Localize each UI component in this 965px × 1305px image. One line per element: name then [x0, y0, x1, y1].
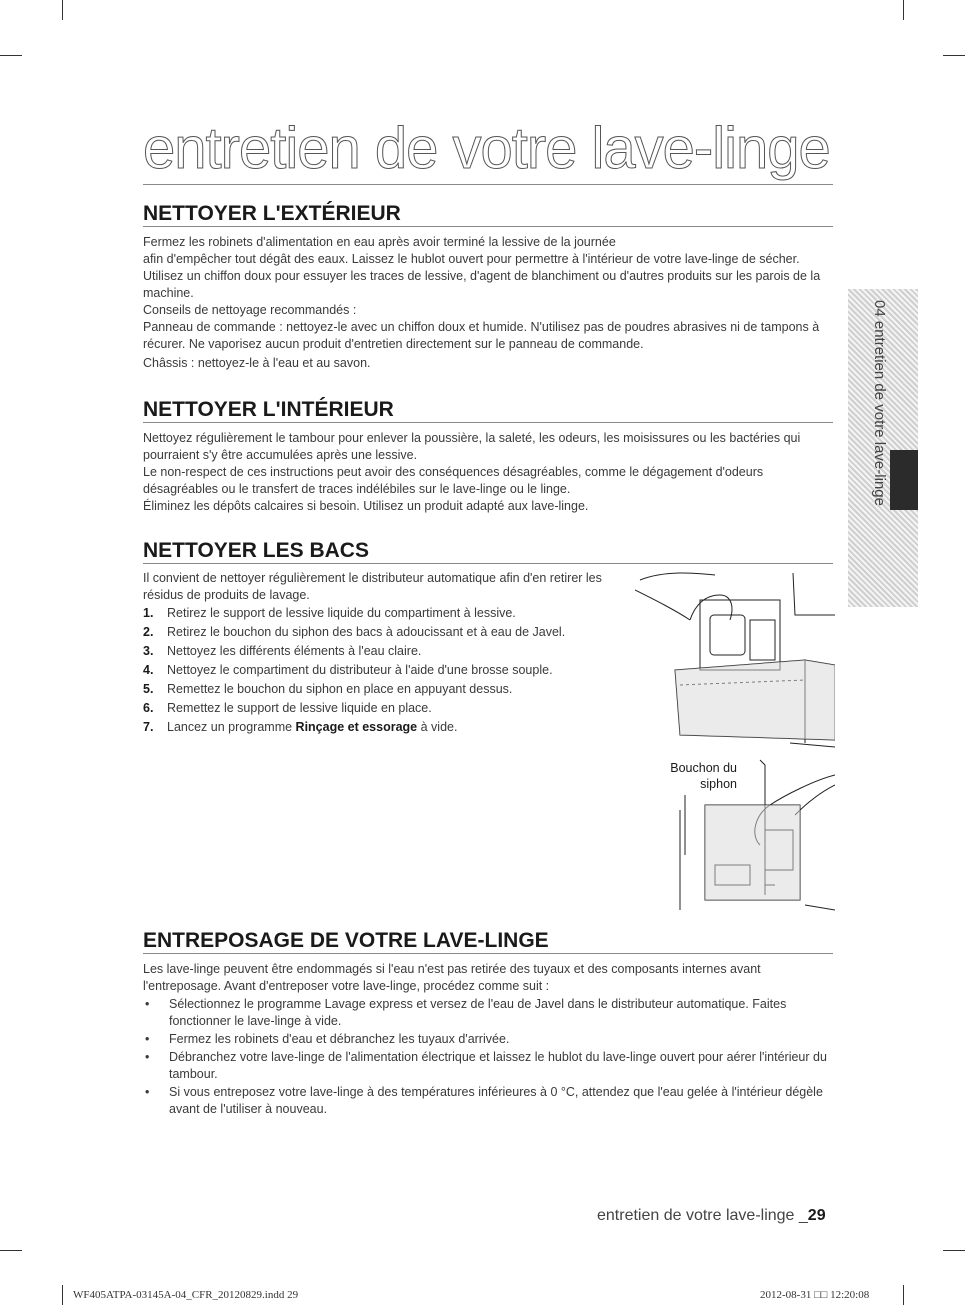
- paragraph: Le non-respect de ces instructions peut avoir des conséquences désagréables, comme le dégagement d'odeurs désagréables ou le transfert de traces indélébiles sur le lave-linge ou le linge.: [143, 465, 764, 496]
- crop-mark: [0, 1250, 22, 1251]
- callout-line: Bouchon du: [670, 761, 737, 775]
- print-slug-left: WF405ATPA-03145A-04_CFR_20120829.indd 29: [73, 1289, 299, 1301]
- list-item: [143, 1049, 833, 1083]
- paragraph: Éliminez les dépôts calcaires si besoin. Utilisez un produit adapté aux lave-linge.: [143, 499, 589, 513]
- paragraph: Fermez les robinets d'alimentation en eau après avoir terminé la lessive de la journée: [143, 235, 616, 249]
- list-item: [143, 996, 833, 1030]
- siphon-plug-callout: [655, 760, 737, 792]
- list-item: [143, 642, 638, 661]
- list-item: [143, 604, 638, 623]
- list-item: [143, 680, 638, 699]
- step-number: 3.: [143, 644, 154, 658]
- page-number: 29: [807, 1207, 826, 1224]
- bullet-text: Débranchez votre lave-linge de l'alimentation électrique et laissez le hublot du lave-linge ouvert pour aérer l'intérieur du tambour.: [169, 1050, 827, 1081]
- list-item: [143, 1084, 833, 1118]
- paragraph: afin d'empêcher tout dégât des eaux. Laissez le hublot ouvert pour permettre à l'intérieur de votre lave-linge de sécher.: [143, 252, 800, 266]
- step-number: 6.: [143, 701, 154, 715]
- crop-mark: [62, 0, 63, 20]
- paragraph: Conseils de nettoyage recommandés :: [143, 303, 357, 317]
- step-text: Remettez le bouchon du siphon en place en appuyant dessus.: [167, 682, 513, 696]
- footer-title-text: entretien de votre lave-linge _: [597, 1207, 808, 1224]
- bullet-icon: •: [145, 1050, 150, 1064]
- bacs-intro: Il convient de nettoyer régulièrement le distributeur automatique afin d'en retirer les résidus de produits de lavage.: [143, 571, 602, 602]
- exterieur-body: [143, 234, 833, 372]
- page-title: entretien de votre lave-linge: [143, 120, 833, 185]
- heading-nettoyer-interieur: NETTOYER L'INTÉRIEUR: [143, 399, 833, 423]
- print-slug-right: 2012-08-31 □□ 12:20:08: [760, 1289, 870, 1301]
- chapter-tab-marker: [890, 450, 918, 510]
- step-text: [167, 718, 457, 737]
- dispenser-illustration: [635, 565, 835, 915]
- heading-entreposage: ENTREPOSAGE DE VOTRE LAVE-LINGE: [143, 930, 833, 954]
- step-number: 1.: [143, 606, 154, 620]
- paragraph: Nettoyez régulièrement le tambour pour enlever la poussière, la saleté, les odeurs, les moisissures ou les bactéries qui pourraient s'y être accumulées après une lessive.: [143, 431, 801, 462]
- step-number: 5.: [143, 682, 154, 696]
- crop-mark: [943, 1250, 965, 1251]
- step-text: Nettoyez les différents éléments à l'eau claire.: [167, 644, 422, 658]
- crop-mark: [903, 1285, 904, 1305]
- list-item: [143, 1031, 833, 1048]
- list-item: [143, 699, 638, 718]
- chapter-tab-label: 04 entretien de votre lave-linge: [871, 300, 888, 506]
- crop-mark: [943, 55, 965, 56]
- step-text: Retirez le support de lessive liquide du compartiment à lessive.: [167, 606, 516, 620]
- crop-mark: [903, 0, 904, 20]
- footer-running-title: [597, 1207, 826, 1225]
- bacs-steps: [143, 604, 638, 737]
- callout-line: siphon: [700, 777, 737, 791]
- crop-mark: [62, 1285, 63, 1305]
- bullet-text: Si vous entreposez votre lave-linge à des températures inférieures à 0 °C, attendez que l'eau gelée à l'intérieur dégèle avant de l'utiliser à nouveau.: [169, 1085, 823, 1116]
- entreposage-intro: Les lave-linge peuvent être endommagés si l'eau n'est pas retirée des tuyaux et des composants internes avant l'entreposage. Avant d'entreposer votre lave-linge, procédez comme suit :: [143, 962, 761, 993]
- bullet-text: Fermez les robinets d'eau et débranchez les tuyaux d'arrivée.: [169, 1032, 510, 1046]
- step-number: 2.: [143, 625, 154, 639]
- heading-nettoyer-bacs: NETTOYER LES BACS: [143, 540, 833, 564]
- bullet-icon: •: [145, 1085, 150, 1099]
- bullet-text: Sélectionnez le programme Lavage express et versez de l'eau de Javel dans le distributeur automatique. Faites fonctionner le lave-linge à vide.: [169, 997, 787, 1028]
- bullet-icon: •: [145, 1032, 150, 1046]
- entreposage-bullets: [143, 996, 833, 1119]
- crop-mark: [0, 55, 22, 56]
- paragraph: Panneau de commande : nettoyez-le avec un chiffon doux et humide. N'utilisez pas de poudres abrasives ni de tampons à récurer. Ne vaporisez aucun produit d'entretien directement sur le panneau de commande.: [143, 320, 820, 351]
- step-number: 4.: [143, 663, 154, 677]
- list-item: [143, 623, 638, 642]
- step-text: Nettoyez le compartiment du distributeur à l'aide d'une brosse souple.: [167, 663, 553, 677]
- bullet-icon: •: [145, 997, 150, 1011]
- paragraph: Utilisez un chiffon doux pour essuyer les traces de lessive, d'agent de blanchiment ou d'autres produits sur les parois de la machine.: [143, 269, 821, 300]
- list-item: [143, 718, 638, 737]
- interieur-body: [143, 430, 833, 515]
- paragraph: Châssis : nettoyez-le à l'eau et au savon.: [143, 356, 371, 370]
- step-number: 7.: [143, 720, 154, 734]
- heading-nettoyer-exterieur: NETTOYER L'EXTÉRIEUR: [143, 203, 833, 227]
- program-name: Rinçage et essorage: [295, 720, 418, 734]
- step-text-suffix: à vide.: [417, 720, 458, 734]
- step-text: Remettez le support de lessive liquide en place.: [167, 701, 432, 715]
- step-text: Retirez le bouchon du siphon des bacs à adoucissant et à eau de Javel.: [167, 625, 566, 639]
- list-item: [143, 661, 638, 680]
- step-text-prefix: Lancez un programme: [167, 720, 296, 734]
